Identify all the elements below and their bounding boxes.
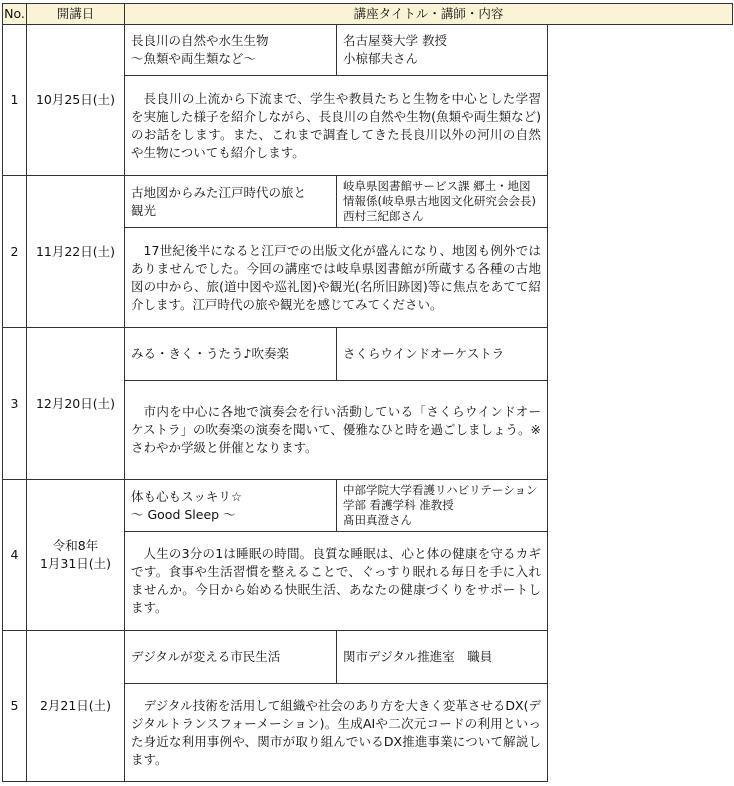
session-title [125,480,337,532]
table-header-row [3,4,733,25]
session-date-line1: 11月22日(土) [35,243,116,259]
session-description-text: 17世紀後半になると江戸での出版文化が盛んになり、地図も例外ではありませんでした。今回の講座では岐阜県図書館が所蔵する各種の古地図の中から、旅(道中図や巡礼図)や観光(名所旧跡図)等に焦点をあてて紹介します。江戸時代の旅や観光を感じてみてください。 [131,242,541,312]
blank-area [548,176,733,328]
session-title-line1: みる・きく・うたう♪吹奏楽 [131,346,289,361]
session-date [27,480,125,631]
session-lecturer-line2: 学部 看護学科 准教授 [343,498,454,512]
session-lecturer-line3: 髙田真澄さん [343,513,412,527]
blank-area [548,25,733,176]
blank-area [548,480,733,631]
session-lecturer-line1: さくらウインドオーケストラ [343,346,505,361]
session-title [125,328,337,381]
session-description-text: デジタル技術を活用して組織や社会のあり方を大きく変革させるDX(デジタルトランスフォーメーション)。生成AIや二次元コードの利用といった身近な利用事例や、関市が取り組んでいるDX推進事業について解説します。 [131,697,541,767]
header-date: 開講日 [27,4,125,25]
session-description [125,76,548,176]
session-lecturer [337,631,548,684]
session-description [125,381,548,480]
session-title [125,176,337,228]
session-description [125,228,548,328]
session-no: 5 [3,631,27,782]
session-date [27,25,125,176]
session-lecturer-line1: 関市デジタル推進室 職員 [343,649,493,664]
session-lecturer-line1: 岐阜県図書館サービス課 郷土・地図 [343,179,531,193]
table-row [3,631,733,684]
table-row [3,480,733,532]
session-lecturer [337,25,548,76]
session-title-line2: ～魚類や両生類など～ [131,51,257,66]
session-description-text: 人生の3分の1は睡眠の時間。良質な睡眠は、心と体の健康を守るカギです。食事や生活習慣を整えることで、ぐっすり眠れる毎日を手に入れませんか。今日から始める快眠生活、あなたの健康づくりをサポートします。 [131,546,541,615]
session-no: 2 [3,176,27,328]
session-no: 3 [3,328,27,480]
session-title-line1: 体も心もスッキリ☆ [131,488,243,504]
session-lecturer-line2: 情報係(岐阜県古地図文化研究会会長) [343,194,536,208]
header-content: 講座タイトル・講師・内容 [125,4,733,25]
session-lecturer-line3: 西村三紀郎さん [343,209,424,223]
session-date [27,631,125,782]
session-title [125,25,337,76]
session-date-line1: 12月20日(土) [35,395,116,411]
session-title-line2: ～ Good Sleep ～ [131,506,236,522]
session-lecturer-line1: 中部学院大学看護リハビリテーション [343,483,538,497]
table-row [3,176,733,228]
session-no: 1 [3,25,27,176]
session-date-line1: 2月21日(土) [39,698,112,713]
session-lecturer [337,480,548,532]
table-row [3,328,733,381]
session-date-line1: 令和8年 [52,538,99,553]
session-title-line1: デジタルが変える市民生活 [131,649,281,664]
session-description-text: 市内を中心に各地で演奏会を行い活動している「さくらウインドオーケストラ」の吹奏楽の演奏を聞いて、優雅なひと時を過ごしましょう。※さわやか学級と併催となります。 [131,404,541,455]
session-date-line2: 1月31日(土) [39,556,112,571]
session-lecturer [337,176,548,228]
session-title-line1: 長良川の自然や水生生物 [131,33,269,48]
session-title [125,631,337,684]
session-lecturer-line1: 名古屋葵大学 教授 [343,33,447,48]
session-description [125,532,548,631]
session-description [125,684,548,782]
session-lecturer-line2: 小椋郁夫さん [343,51,419,66]
session-date [27,176,125,328]
session-lecturer [337,328,548,381]
session-title-line1: 古地図からみた江戸時代の旅と [131,184,307,200]
lecture-schedule-table [2,3,733,782]
table-row [3,25,733,76]
session-title-line2: 観光 [131,202,157,218]
header-no: No. [3,4,27,25]
session-description-text: 長良川の上流から下流まで、学生や教員たちと生物を中心とした学習を実施した様子を紹介しながら、長良川の自然や生物(魚類や両生類など)のお話をします。また、これまで調査してきた長良川以外の河川の自然や生物についても紹介します。 [131,90,541,160]
session-date [27,328,125,480]
blank-area [548,631,733,782]
blank-area [548,328,733,480]
session-no: 4 [3,480,27,631]
session-date-line1: 10月25日(土) [35,92,116,107]
